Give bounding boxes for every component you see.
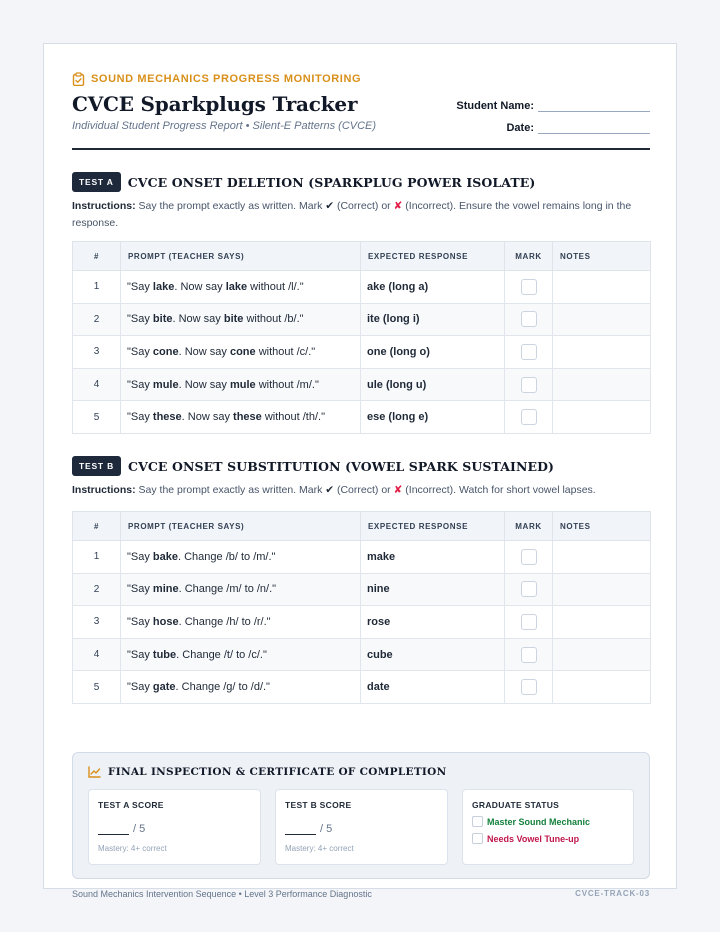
date-row xyxy=(450,119,650,134)
table-row xyxy=(73,606,651,639)
test-a-heading xyxy=(72,172,650,192)
table-row xyxy=(73,671,651,704)
row-mark xyxy=(505,606,553,639)
row-notes[interactable] xyxy=(553,401,651,434)
row-notes[interactable] xyxy=(553,541,651,574)
status-master-option[interactable] xyxy=(472,816,624,827)
row-num: 1 xyxy=(73,271,121,304)
test-a-table xyxy=(72,241,651,434)
table-row xyxy=(73,336,651,369)
status-tune-label: Needs Vowel Tune-up xyxy=(487,833,580,844)
test-a-section xyxy=(72,172,650,434)
graduate-status-label: GRADUATE STATUS xyxy=(472,800,560,810)
row-expected: ese (long e) xyxy=(361,401,505,434)
header-divider xyxy=(72,148,650,150)
row-prompt: "Say bake. Change /b/ to /m/." xyxy=(121,541,361,574)
row-mark xyxy=(505,638,553,671)
row-expected: ite (long i) xyxy=(361,303,505,336)
row-prompt: "Say these. Now say these without /th/." xyxy=(121,401,361,434)
row-num: 4 xyxy=(73,368,121,401)
row-notes[interactable] xyxy=(553,303,651,336)
student-name-label: Student Name: xyxy=(456,100,534,112)
mark-checkbox[interactable] xyxy=(521,409,537,425)
test-b-score xyxy=(285,823,438,835)
row-notes[interactable] xyxy=(553,368,651,401)
student-fields xyxy=(450,97,650,141)
table-row xyxy=(73,303,651,336)
footer xyxy=(72,889,650,899)
clipboard-check-icon xyxy=(72,72,85,86)
row-prompt: "Say tube. Change /t/ to /c/." xyxy=(121,638,361,671)
chart-line-icon xyxy=(88,766,101,778)
status-master-checkbox[interactable] xyxy=(472,816,483,827)
mark-checkbox[interactable] xyxy=(521,614,537,630)
row-expected: cube xyxy=(361,638,505,671)
test-a-score-card xyxy=(88,789,261,865)
mark-checkbox[interactable] xyxy=(521,311,537,327)
instructions-text: (Incorrect). Watch for short vowel lapses. xyxy=(402,484,596,496)
row-notes[interactable] xyxy=(553,271,651,304)
row-mark xyxy=(505,368,553,401)
row-prompt: "Say bite. Now say bite without /b/." xyxy=(121,303,361,336)
row-num: 3 xyxy=(73,606,121,639)
row-prompt: "Say mule. Now say mule without /m/." xyxy=(121,368,361,401)
mark-checkbox[interactable] xyxy=(521,549,537,565)
row-mark xyxy=(505,541,553,574)
table-row xyxy=(73,271,651,304)
table-row xyxy=(73,368,651,401)
col-mark: MARK xyxy=(505,242,553,271)
instructions-text: Say the prompt exactly as written. Mark xyxy=(135,484,326,496)
row-num: 1 xyxy=(73,541,121,574)
mastery-note: Mastery: 4+ correct xyxy=(98,844,167,853)
table-header-row xyxy=(73,242,651,271)
test-a-score-field[interactable] xyxy=(98,823,129,835)
cross-mark-icon: ✘ xyxy=(393,484,403,496)
instructions-label: Instructions: xyxy=(72,484,136,496)
row-expected: ake (long a) xyxy=(361,271,505,304)
table-row xyxy=(73,401,651,434)
table-header-row xyxy=(73,512,651,541)
page-title: CVCE Sparkplugs Tracker xyxy=(72,92,358,116)
page-subtitle: Individual Student Progress Report • Silent-E Patterns (CVCE) xyxy=(72,120,377,132)
row-prompt: "Say hose. Change /h/ to /r/." xyxy=(121,606,361,639)
footer-text: Sound Mechanics Intervention Sequence • Level 3 Performance Diagnostic xyxy=(72,889,372,899)
row-num: 3 xyxy=(73,336,121,369)
col-prompt: PROMPT (TEACHER SAYS) xyxy=(121,242,361,271)
row-expected: date xyxy=(361,671,505,704)
row-notes[interactable] xyxy=(553,336,651,369)
instructions-label: Instructions: xyxy=(72,200,136,212)
row-notes[interactable] xyxy=(553,671,651,704)
test-a-instructions xyxy=(72,198,650,232)
final-heading xyxy=(88,766,446,778)
instructions-text: (Correct) or xyxy=(334,200,394,212)
instructions-text: (Correct) or xyxy=(334,484,394,496)
row-prompt: "Say mine. Change /m/ to /n/." xyxy=(121,573,361,606)
score-suffix: / 5 xyxy=(320,823,333,835)
mark-checkbox[interactable] xyxy=(521,377,537,393)
test-b-score-field[interactable] xyxy=(285,823,316,835)
cross-mark-icon: ✘ xyxy=(393,200,403,212)
col-notes: NOTES xyxy=(553,512,651,541)
mark-checkbox[interactable] xyxy=(521,647,537,663)
row-expected: one (long o) xyxy=(361,336,505,369)
row-notes[interactable] xyxy=(553,606,651,639)
row-num: 5 xyxy=(73,401,121,434)
final-inspection-panel xyxy=(72,752,650,879)
row-mark xyxy=(505,401,553,434)
test-b-title: CVCE ONSET SUBSTITUTION (VOWEL SPARK SUSTAINED) xyxy=(128,458,555,474)
test-b-heading xyxy=(72,456,650,476)
col-mark: MARK xyxy=(505,512,553,541)
test-a-badge: TEST A xyxy=(72,172,121,192)
score-suffix: / 5 xyxy=(133,823,146,835)
graduate-status-card xyxy=(462,789,634,865)
row-prompt: "Say lake. Now say lake without /l/." xyxy=(121,271,361,304)
row-mark xyxy=(505,671,553,704)
status-tune-option[interactable] xyxy=(472,833,624,844)
table-row xyxy=(73,573,651,606)
worksheet-page xyxy=(43,43,677,899)
test-a-title: CVCE ONSET DELETION (SPARKPLUG POWER ISOLATE) xyxy=(127,174,536,190)
test-b-instructions xyxy=(72,482,650,499)
check-mark-icon: ✔ xyxy=(325,200,335,212)
row-prompt: "Say gate. Change /g/ to /d/." xyxy=(121,671,361,704)
row-notes[interactable] xyxy=(553,638,651,671)
mark-checkbox[interactable] xyxy=(521,344,537,360)
test-b-score-card xyxy=(275,789,448,865)
test-b-table xyxy=(72,511,651,704)
row-num: 4 xyxy=(73,638,121,671)
status-tune-checkbox[interactable] xyxy=(472,833,483,844)
row-expected: rose xyxy=(361,606,505,639)
student-name-field[interactable] xyxy=(538,102,650,112)
col-expected: EXPECTED RESPONSE xyxy=(361,242,505,271)
footer-code: CVCE-TRACK-03 xyxy=(575,889,650,898)
mark-checkbox[interactable] xyxy=(521,581,537,597)
col-notes: NOTES xyxy=(553,242,651,271)
final-title: FINAL INSPECTION & CERTIFICATE OF COMPLETION xyxy=(108,766,447,778)
kicker-text: SOUND MECHANICS PROGRESS MONITORING xyxy=(91,73,362,85)
mark-checkbox[interactable] xyxy=(521,279,537,295)
row-mark xyxy=(505,271,553,304)
row-mark xyxy=(505,303,553,336)
row-num: 2 xyxy=(73,303,121,336)
row-expected: ule (long u) xyxy=(361,368,505,401)
col-num: # xyxy=(73,512,121,541)
row-num: 2 xyxy=(73,573,121,606)
date-field[interactable] xyxy=(538,124,650,134)
row-expected: make xyxy=(361,541,505,574)
table-row xyxy=(73,638,651,671)
col-prompt: PROMPT (TEACHER SAYS) xyxy=(121,512,361,541)
test-a-score xyxy=(98,823,251,835)
test-a-score-label: TEST A SCORE xyxy=(98,800,164,810)
status-master-label: Master Sound Mechanic xyxy=(487,816,591,827)
mastery-note: Mastery: 4+ correct xyxy=(285,844,354,853)
instructions-text: Say the prompt exactly as written. Mark xyxy=(135,200,326,212)
test-b-score-label: TEST B SCORE xyxy=(285,800,352,810)
row-expected: nine xyxy=(361,573,505,606)
test-b-badge: TEST B xyxy=(72,456,121,476)
col-expected: EXPECTED RESPONSE xyxy=(361,512,505,541)
check-mark-icon: ✔ xyxy=(325,484,335,496)
student-name-row xyxy=(450,97,650,112)
instructions-text: (Incorrect). Ensure the vowel remains long in the response. xyxy=(72,200,632,229)
table-row xyxy=(73,541,651,574)
row-notes[interactable] xyxy=(553,573,651,606)
row-prompt: "Say cone. Now say cone without /c/." xyxy=(121,336,361,369)
row-mark xyxy=(505,573,553,606)
kicker xyxy=(72,70,650,88)
col-num: # xyxy=(73,242,121,271)
worksheet-content xyxy=(72,70,650,899)
row-mark xyxy=(505,336,553,369)
test-b-section xyxy=(72,456,650,704)
row-num: 5 xyxy=(73,671,121,704)
date-label: Date: xyxy=(506,122,534,134)
mark-checkbox[interactable] xyxy=(521,679,537,695)
